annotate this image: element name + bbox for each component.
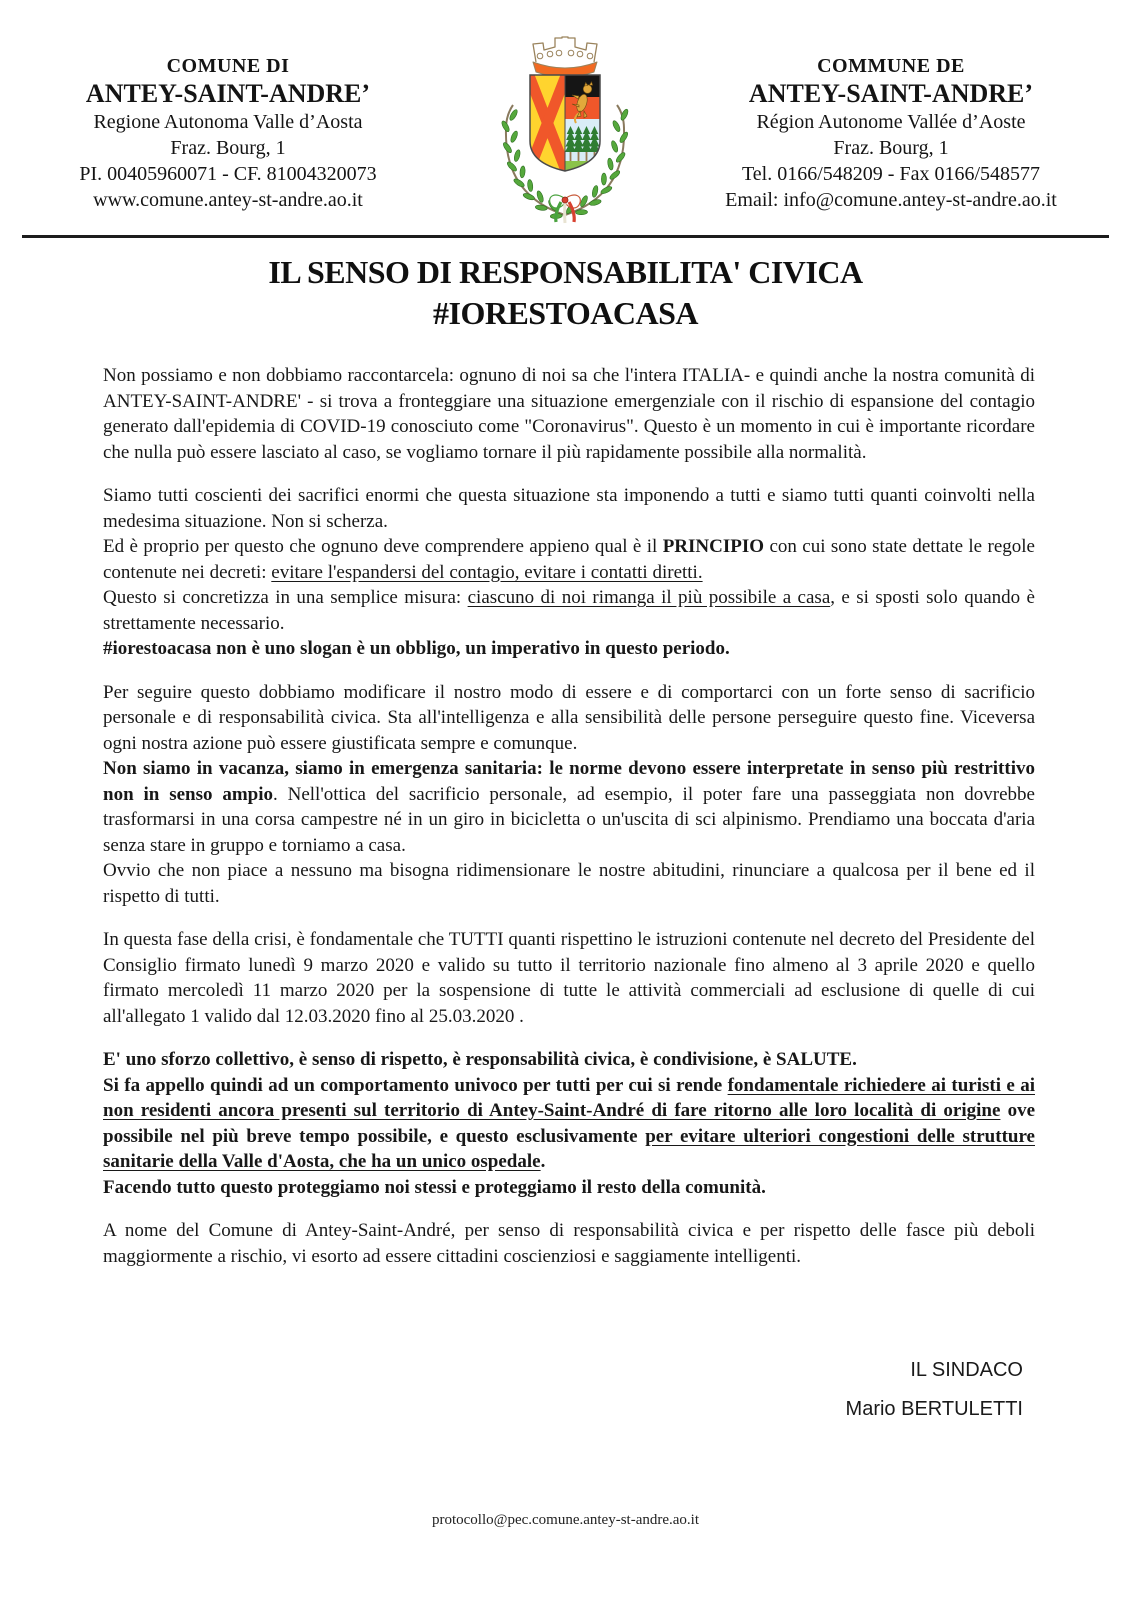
laurel-leaf-icon [509,130,518,143]
document-title [0,252,1131,334]
laurel-leaf-icon [535,204,548,211]
laurel-leaf-icon [513,149,521,162]
website-line: www.comune.antey-st-andre.ao.it [93,189,363,211]
paragraph [103,534,1035,585]
laurel-leaf-icon [601,173,606,185]
paragraph [103,1073,1035,1175]
text-segment: E' uno sforzo collettivo, è senso di rispetto, è responsabilità civica, è condivisione, è SALUTE. [103,1049,857,1070]
text-segment: Non siamo in vacanza, siamo in emergenza sanitaria: le norme devono essere interpretate in senso più restrittivo non in senso ampio [103,758,1035,805]
text-segment: per evitare ulteriori congestioni delle strutture sanitarie della Valle d'Aosta, che ha un unico ospedale [103,1125,1035,1172]
footer-pec-email: protocollo@pec.comune.antey-st-andre.ao.it [431,1512,700,1528]
region-line-it: Regione Autonoma Valle d’Aosta [93,111,363,133]
address-line-it: Fraz. Bourg, 1 [170,137,286,159]
laurel-leaf-icon [610,140,619,153]
municipal-crest [480,28,650,230]
paragraph [103,927,1035,1029]
laurel-leaf-icon [591,185,599,198]
signature-name: Mario BERTULETTI [845,1398,1023,1420]
laurel-leaf-icon [527,179,533,191]
text-segment: Questo si concretizza in una semplice misura: [103,587,468,608]
text-segment: evitare l'espandersi del contagio, evitare i contatti diretti. [271,561,703,583]
email-line: Email: info@comune.antey-st-andre.ao.it [725,189,1057,211]
signature-block [846,1358,1023,1421]
phone-fax-line: Tel. 0166/548209 - Fax 0166/548577 [741,163,1041,185]
text-segment: Non possiamo e non dobbiamo raccontarcela: ognuno di noi sa che l'intera ITALIA- e quindi anche la nostra comunità di ANTEY-SAINT-ANDRE' - si trova a fronteggiare una situazione emergenziale con il rischio di espansione del contagio generato dall'epidemia di COVID-19 conosciuto come "Coronavirus". Questo è un momento in cui è importante ricordare che nulla può essere lasciato al caso, se vogliamo tornare il più rapidamente possibile alla normalità. [103,365,1035,463]
laurel-leaf-icon [618,131,629,144]
address-line-fr: Fraz. Bourg, 1 [833,137,949,159]
laurel-leaf-icon [575,210,587,215]
paragraph [103,363,1035,465]
commune-name-it: ANTEY-SAINT-ANDRE’ [85,79,371,108]
paragraph [103,680,1035,757]
text-segment: ove possibile nel più breve tempo possibile, e questo esclusivamente [103,1100,1036,1147]
text-segment: con cui sono state dettate le regole contenute nei decreti: [103,536,1035,583]
header-divider [22,235,1109,238]
commune-name-fr: ANTEY-SAINT-ANDRE’ [748,79,1034,108]
paragraph [103,636,1035,662]
text-segment: In questa fase della crisi, è fondamentale che TUTTI quanti rispettino le istruzioni contenute nel decreto del Presidente del Consiglio firmato lunedì 9 marzo 2020 e valido su tutto il territorio nazionale fino almeno al 3 aprile 2020 e quello firmato mercoledì 11 marzo 2020 per la sospensione di tutte le attività commerciali ad esclusione di quelle di cui all'allegato 1 valido dal 12.03.2020 fino al 25.03.2020 . [103,929,1035,1027]
commune-label-fr: COMMUNE DE [817,55,965,77]
header-block-french [672,54,1110,213]
signature-role: IL SINDACO [910,1359,1023,1381]
header-block-italian [18,54,438,213]
text-segment: Facendo tutto questo proteggiamo noi stessi e proteggiamo il resto della comunità. [103,1176,766,1198]
text-segment: Siamo tutti coscienti dei sacrifici enormi che questa situazione sta imponendo a tutti e siamo tutti quanti coinvolti nella medesima situazione. Non si scherza. [103,485,1035,532]
text-segment: A nome del Comune di Antey-Saint-André, per senso di responsabilità civica e per rispetto delle fasce più deboli maggiormente a rischio, vi esorto ad essere cittadini coscienziosi e saggiamente intelligenti. [103,1220,1035,1267]
laurel-leaf-icon [612,120,622,133]
laurel-leaf-icon [500,120,510,133]
text-segment: #iorestoacasa non è uno slogan è un obbligo, un imperativo in questo periodo. [103,638,730,659]
paragraph [103,1175,1035,1201]
text-segment: ciascuno di noi rimanga il più possibile a casa [467,587,831,608]
laurel-leaf-icon [520,166,526,178]
text-segment: . Nell'ottica del sacrificio personale, ad esempio, il poter fare una passeggiata non dovrebbe trasformarsi in una corsa campestre né in un giro in bicicletta o un'uscita di sci alpinismo. Prendiamo una boccata d'aria senza stare in gruppo e torniamo a casa. [103,783,1035,856]
text-segment: fondamentale richiedere ai turisti e ai non residenti ancora presenti sul territorio di Antey-Saint-André di fare ritorno alle loro località di origine [103,1074,1035,1121]
text-segment: PRINCIPIO [662,536,765,557]
paragraph [103,858,1035,909]
text-segment: Ed è proprio per questo che ognuno deve comprendere appieno qual è il [103,536,663,557]
paragraph [103,483,1035,534]
commune-label-it: COMUNE DI [166,55,290,77]
text-segment: . [540,1151,546,1172]
region-line-fr: Région Autonome Vallée d’Aoste [756,111,1026,133]
tax-codes-line: PI. 00405960071 - CF. 81004320073 [79,163,377,185]
paragraph [103,756,1035,858]
shield-icon [528,73,600,173]
text-segment: Per seguire questo dobbiamo modificare il nostro modo di essere e di comportarci con un forte senso di sacrificio personale e di responsabilità civica. Sta all'intelligenza e alla sensibilità delle persone perseguire questo fine. Viceversa ogni nostra azione può essere giustificata sempre e comunque. [103,681,1035,754]
text-segment: , e si sposti solo quando è strettamente necessario. [103,587,1035,634]
laurel-leaf-icon [609,169,621,180]
laurel-leaf-icon [600,185,613,195]
text-segment: Ovvio che non piace a nessuno ma bisogna ridimensionare le nostre abitudini, rinunciare a qualcosa per il bene ed il rispetto di tutti. [103,860,1035,907]
laurel-leaf-icon [589,199,602,207]
text-segment: Si fa appello quindi ad un comportamento univoco per tutti per cui si rende [103,1074,728,1096]
coat-of-arms-icon [480,28,650,230]
laurel-leaf-icon [513,177,526,188]
paragraph [103,1218,1035,1269]
title-line-2: #IORESTOACASA [433,295,698,331]
mural-crown-icon [533,37,597,77]
paragraph [103,1047,1035,1073]
title-line-1: IL SENSO DI RESPONSABILITA' CIVICA [268,254,863,290]
laurel-leaf-icon [607,158,614,171]
paragraph [103,585,1035,636]
document-body [103,363,1035,1269]
